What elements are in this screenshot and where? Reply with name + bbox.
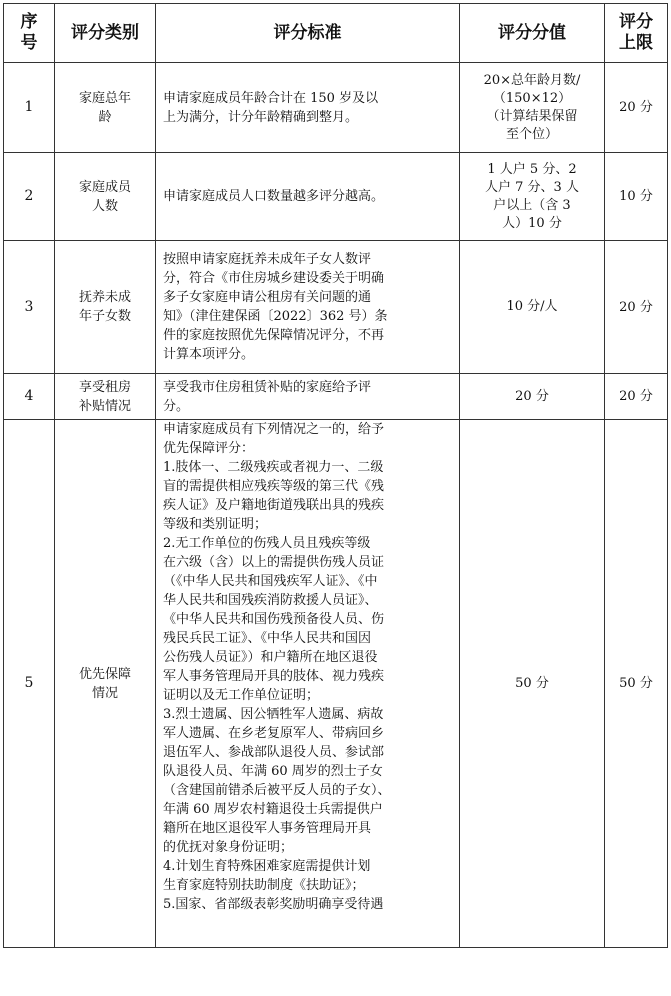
text-line: 享受租房: [78, 379, 131, 395]
row-limit: 10 分: [605, 153, 668, 241]
text-line: 人户 7 分、3 人: [485, 179, 579, 195]
row-limit: 20 分: [605, 241, 668, 374]
row-seq: 5: [4, 420, 55, 948]
text-line: 计算本项评分。: [163, 347, 255, 362]
row-value: [460, 374, 605, 420]
text-line: 华人民共和国残疾消防救援人员证》、: [163, 593, 378, 608]
header-limit: [605, 4, 668, 63]
text-line: 20 分: [515, 388, 549, 404]
text-line: 家庭总年: [78, 90, 131, 106]
header-seq: [4, 4, 55, 63]
text-line: 证明以及无工作单位证明；: [163, 688, 320, 703]
text-line: 盲的需提供相应残疾等级的第三代《残: [163, 479, 385, 494]
row-seq: 2: [4, 153, 55, 241]
text-line: 5.国家、省部级表彰奖励明确享受待遇: [163, 897, 384, 912]
text-line: 知》（津住建保函〔2022〕362 号）条: [163, 309, 388, 324]
text-line: 1.肢体一、二级残疾或者视力一、二级: [163, 460, 384, 475]
table-row: [4, 241, 668, 374]
text-line: 抚养未成: [78, 290, 131, 305]
text-line: 分。: [163, 398, 190, 414]
row-value: [460, 153, 605, 241]
text-line: 申请家庭成员人口数量越多评分越高。: [163, 189, 385, 204]
header-standard: 评分标准: [156, 4, 460, 63]
text-line: （含建国前错杀后被平反人员的子女）、: [163, 783, 391, 798]
header-seq-line: 号: [20, 33, 38, 53]
text-line: （计算结果保留: [486, 108, 578, 124]
text-line: 人数: [91, 198, 118, 214]
text-line: 享受我市住房租赁补贴的家庭给予评: [163, 379, 372, 395]
row-limit: 20 分: [605, 63, 668, 153]
text-line: 2.无工作单位的伤残人员且残疾等级: [163, 536, 371, 551]
row-standard: [156, 241, 460, 374]
text-line: 家庭成员: [78, 179, 131, 195]
row-standard: [156, 63, 460, 153]
text-line: 1 人户 5 分、2: [487, 161, 577, 177]
scoring-table: [3, 3, 668, 948]
text-line: 军人遗属、在乡老复原军人、带病回乡: [163, 726, 385, 741]
header-row: [4, 4, 668, 63]
text-line: 申请家庭成员年龄合计在 150 岁及以: [163, 90, 379, 106]
text-line: 4.计划生育特殊困难家庭需提供计划: [163, 859, 371, 874]
table-row: [4, 420, 668, 948]
text-line: 50 分: [515, 675, 549, 691]
text-line: 20×总年龄月数/: [483, 72, 581, 88]
row-category: [55, 241, 156, 374]
text-line: 分，符合《市住房城乡建设委关于明确: [163, 271, 385, 286]
row-standard: [156, 153, 460, 241]
text-line: 疾人证》及户籍地街道残联出具的残疾: [163, 498, 385, 513]
header-value: 评分分值: [460, 4, 605, 63]
text-line: 至个位）: [505, 126, 558, 142]
text-line: 年子女数: [78, 309, 131, 324]
row-value: [460, 420, 605, 948]
text-line: 《中华人民共和国伤残预备役人员、伤: [163, 612, 385, 627]
text-line: 多子女家庭申请公租房有关问题的通: [163, 290, 372, 305]
row-category: [55, 374, 156, 420]
text-line: 等级和类别证明；: [163, 517, 268, 532]
text-line: 3.烈士遗属、因公牺牲军人遗属、病故: [163, 707, 384, 722]
row-category: [55, 63, 156, 153]
text-line: 残民兵民工证》、《中华人民共和国因: [163, 631, 372, 646]
text-line: 上为满分，计分年龄精确到整月。: [163, 109, 359, 125]
row-limit: 50 分: [605, 420, 668, 948]
text-line: （150×12）: [492, 90, 572, 106]
header-limit-line: 上限: [619, 33, 653, 53]
text-line: 籍所在地区退役军人事务管理局开具: [163, 821, 372, 836]
row-seq: 3: [4, 241, 55, 374]
text-line: 申请家庭成员有下列情况之一的，给予: [163, 422, 385, 437]
text-line: 优先保障: [78, 666, 131, 682]
header-category: 评分类别: [55, 4, 156, 63]
text-line: 人）10 分: [502, 215, 562, 231]
text-line: 在六级（含）以上的需提供伤残人员证: [163, 555, 385, 570]
row-seq: 1: [4, 63, 55, 153]
text-line: 年满 60 周岁农村籍退役士兵需提供户: [163, 802, 383, 817]
row-value: [460, 241, 605, 374]
text-line: 补贴情况: [78, 398, 131, 414]
header-seq-line: 序: [20, 12, 38, 32]
text-line: 队退役人员、年满 60 周岁的烈士子女: [163, 764, 383, 779]
row-standard: [156, 420, 460, 948]
row-limit: 20 分: [605, 374, 668, 420]
row-standard: [156, 374, 460, 420]
table-row: [4, 63, 668, 153]
text-line: 件的家庭按照优先保障情况评分，不再: [163, 328, 385, 343]
header-limit-line: 评分: [619, 12, 653, 32]
text-line: 退伍军人、参战部队退役人员、参试部: [163, 745, 385, 760]
table-row: [4, 153, 668, 241]
text-line: 情况: [91, 685, 118, 701]
row-category: [55, 153, 156, 241]
row-value: [460, 63, 605, 153]
text-line: 优先保障评分：: [163, 441, 255, 456]
table-row: [4, 374, 668, 420]
text-line: 按照申请家庭抚养未成年子女人数评: [163, 252, 372, 267]
row-seq: 4: [4, 374, 55, 420]
row-category: [55, 420, 156, 948]
text-line: 10 分/人: [506, 299, 558, 314]
text-line: （《中华人民共和国残疾军人证》、《中: [163, 574, 378, 589]
text-line: 户以上（含 3: [493, 197, 571, 213]
text-line: 军人事务管理局开具的肢体、视力残疾: [163, 669, 385, 684]
text-line: 生育家庭特别扶助制度《扶助证》；: [163, 878, 365, 893]
text-line: 的优抚对象身份证明；: [163, 840, 294, 855]
text-line: 公伤残人员证》）和户籍所在地区退役: [163, 650, 378, 665]
text-line: 龄: [98, 109, 112, 125]
